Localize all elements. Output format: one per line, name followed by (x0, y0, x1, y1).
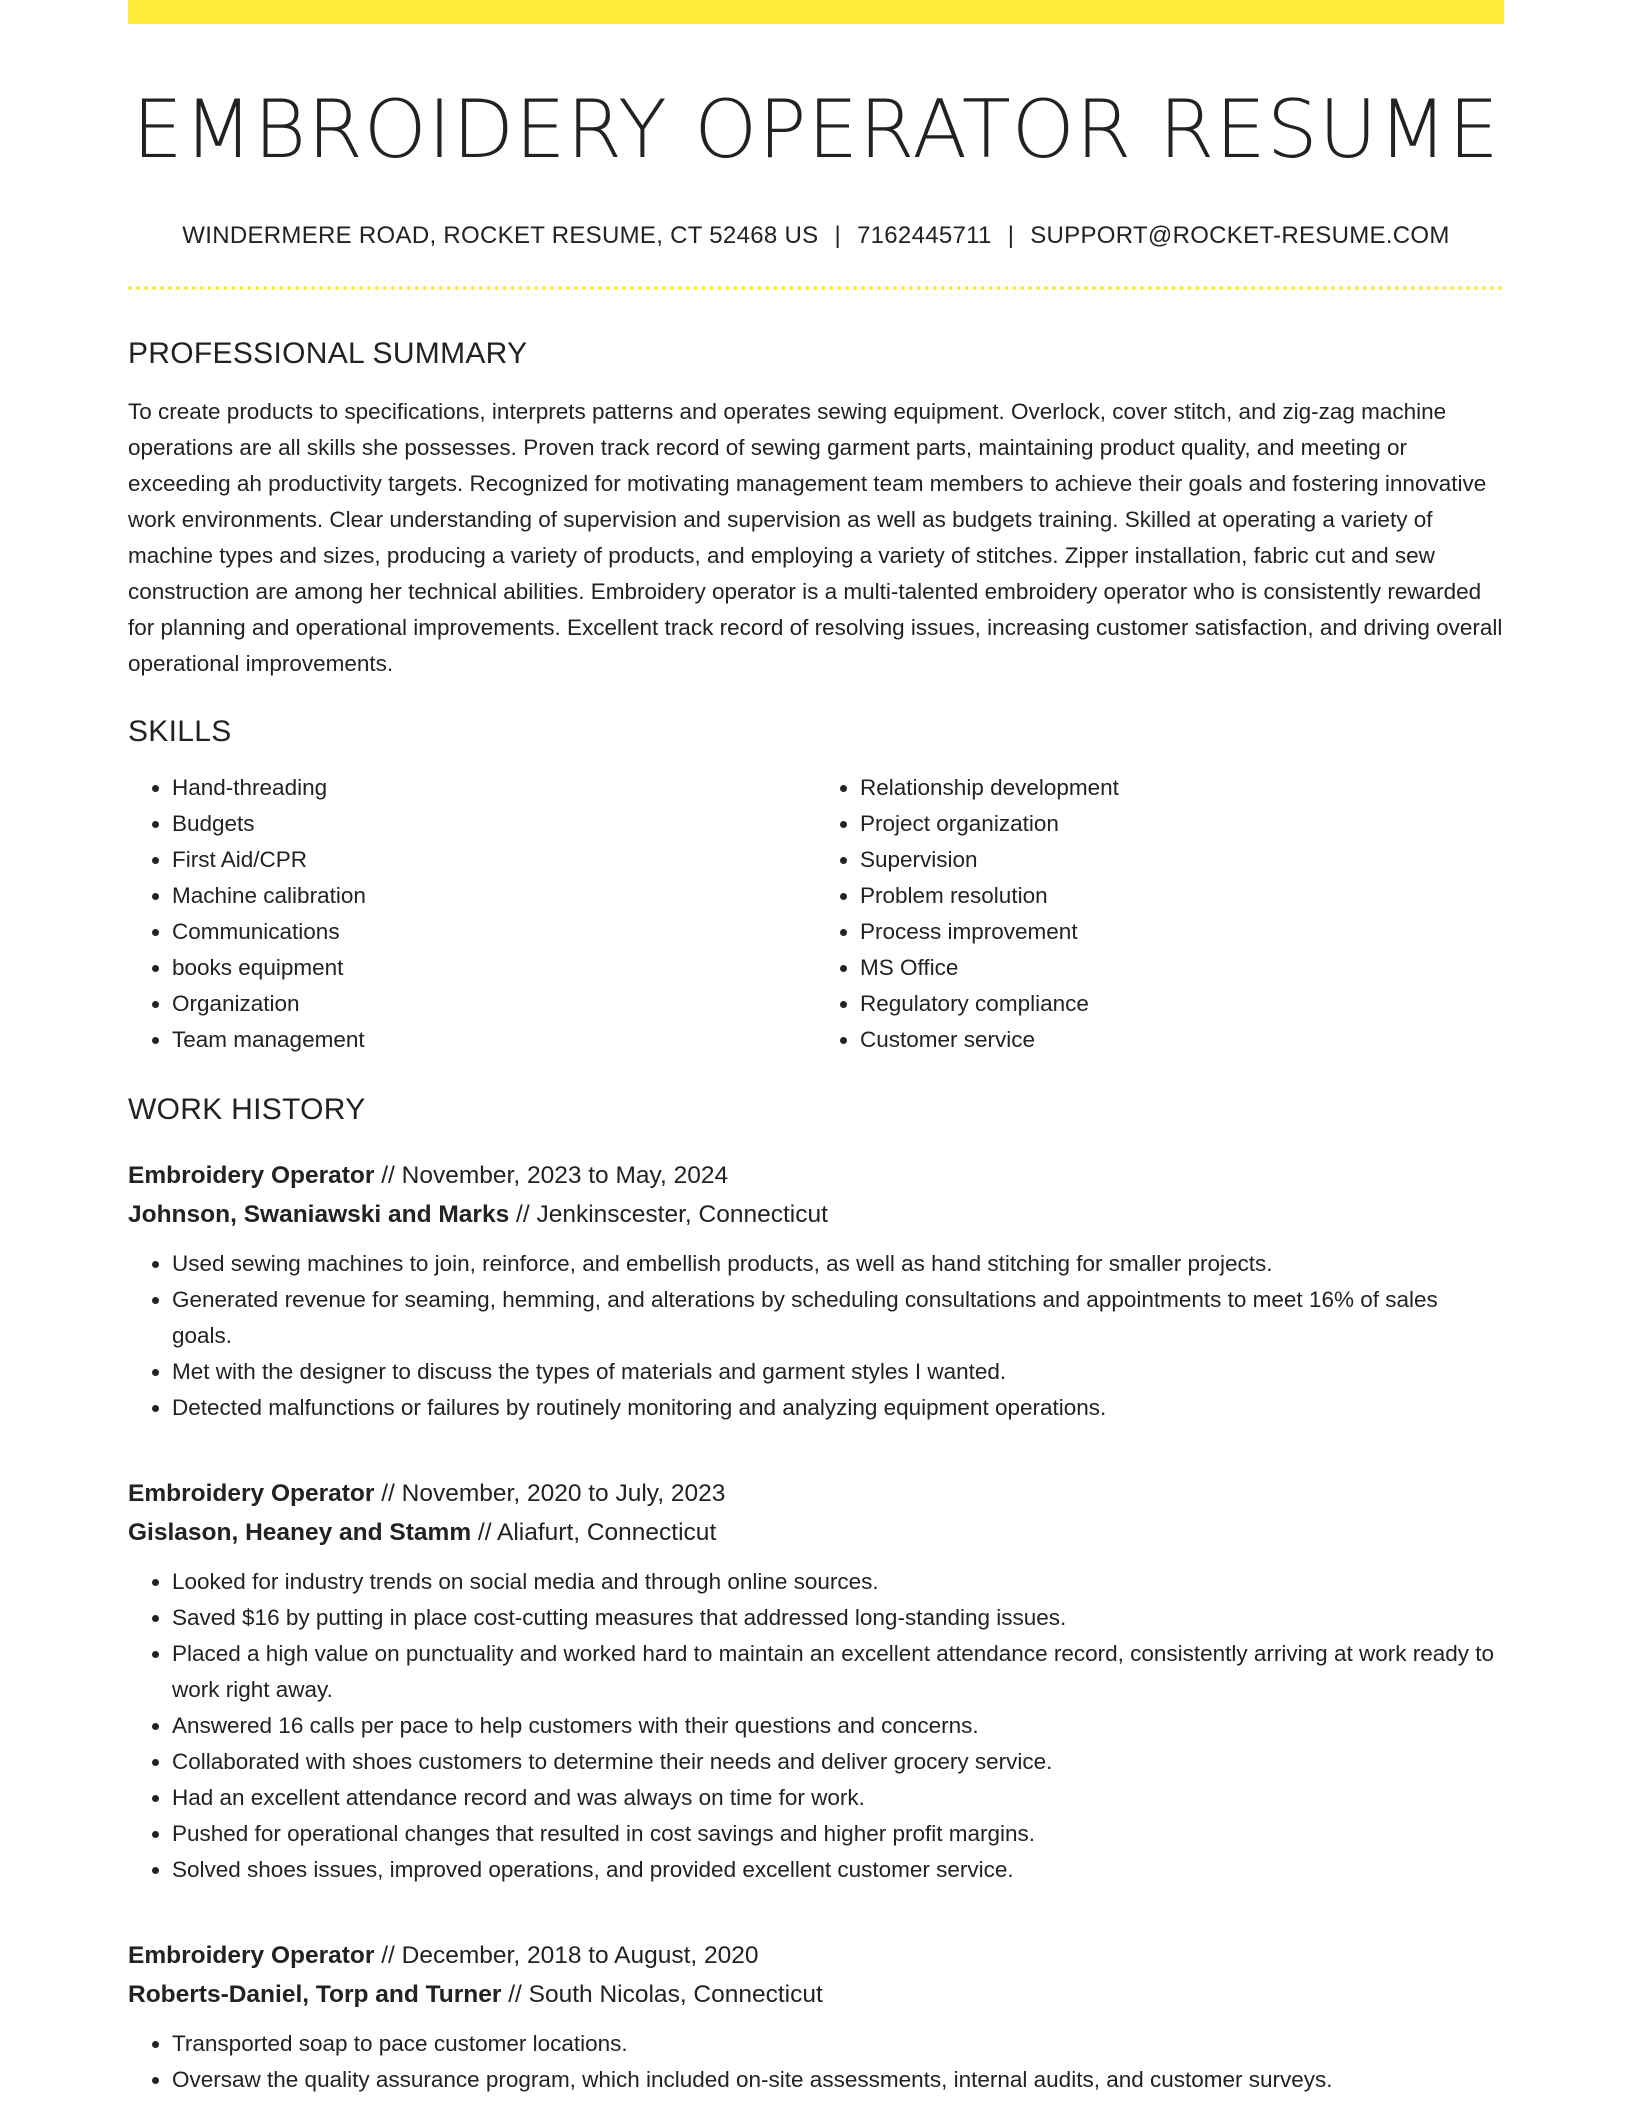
contact-address: WINDERMERE ROAD, ROCKET RESUME, CT 52468 US (182, 222, 819, 249)
dotted-divider (128, 286, 1504, 290)
duty-item: • Solved shoes issues, improved operations, and provided excellent customer service. (172, 1852, 1504, 1888)
skill-item: • Supervision (860, 842, 1504, 878)
job-company-line (128, 1975, 1504, 2014)
duty-item: • Detected malfunctions or failures by routinely monitoring and analyzing equipment operations. (172, 1390, 1504, 1426)
summary-text: To create products to specifications, interprets patterns and operates sewing equipment. Overlock, cover stitch, and zig-zag machine operations are all skills she possesses. Proven track record of sewing garment parts, maintaining product quality, and meeting or exceeding ah productivity targets. Recognized for motivating management team members to achieve their goals and fostering innovative work environments. Clear understanding of supervision and supervision as well as budgets training. Skilled at operating a variety of machine types and sizes, producing a variety of products, and employing a variety of stitches. Zipper installation, fabric cut and sew construction are among her technical abilities. Embroidery operator is a multi-talented embroidery operator who is consistently rewarded for planning and operational improvements. Excellent track record of resolving issues, increasing customer satisfaction, and driving overall operational improvements. (128, 399, 1503, 676)
job-company-line (128, 1513, 1504, 1552)
duty-item: • Saved $16 by putting in place cost-cutting measures that addressed long-standing issues. (172, 1600, 1504, 1636)
job-location: // South Nicolas, Connecticut (501, 1981, 823, 2008)
duty-item: • Met with the designer to discuss the types of materials and garment styles I wanted. (172, 1354, 1504, 1390)
job-dates: // November, 2023 to May, 2024 (374, 1162, 729, 1189)
job-duties (128, 1564, 1504, 1888)
job-title-line (128, 1156, 1504, 1195)
contact-separator: | (1007, 222, 1015, 249)
skill-item: • Project organization (860, 806, 1504, 842)
skills-heading: SKILLS (128, 715, 232, 748)
skill-item: • Regulatory compliance (860, 986, 1504, 1022)
skill-item: • Relationship development (860, 770, 1504, 806)
job-title: Embroidery Operator (128, 1942, 375, 1969)
contact-line (128, 220, 1504, 252)
duty-item: • Answered 16 calls per pace to help customers with their questions and concerns. (172, 1708, 1504, 1744)
resume-page (128, 0, 1504, 2098)
duty-item: • Pushed for operational changes that resulted in cost savings and higher profit margins. (172, 1816, 1504, 1852)
skills-columns (128, 770, 1504, 1058)
contact-email[interactable]: SUPPORT@ROCKET-RESUME.COM (1030, 222, 1450, 249)
duty-item: • Looked for industry trends on social media and through online sources. (172, 1564, 1504, 1600)
skill-item: • Process improvement (860, 914, 1504, 950)
job-entry (128, 1936, 1504, 2098)
top-accent-bar (128, 0, 1504, 24)
duty-item: • Collaborated with shoes customers to determine their needs and deliver grocery service. (172, 1744, 1504, 1780)
skill-item: • Machine calibration (172, 878, 816, 914)
skill-item: • Customer service (860, 1022, 1504, 1058)
skill-item: • MS Office (860, 950, 1504, 986)
skill-item: • Communications (172, 914, 816, 950)
duty-item: • Used sewing machines to join, reinforce, and embellish products, as well as hand stitching for smaller projects. (172, 1246, 1504, 1282)
job-location: // Jenkinscester, Connecticut (509, 1201, 828, 1228)
summary-heading: PROFESSIONAL SUMMARY (128, 337, 528, 370)
job-title: Embroidery Operator (128, 1480, 375, 1507)
skill-item: • First Aid/CPR (172, 842, 816, 878)
duty-item: • Transported soap to pace customer locations. (172, 2026, 1504, 2062)
duty-item: • Oversaw the quality assurance program, which included on-site assessments, internal audits, and customer surveys. (172, 2062, 1504, 2098)
duty-item: • Had an excellent attendance record and was always on time for work. (172, 1780, 1504, 1816)
job-duties (128, 1246, 1504, 1426)
skill-item: • Team management (172, 1022, 816, 1058)
job-company-line (128, 1195, 1504, 1234)
job-company: Johnson, Swaniawski and Marks (128, 1201, 510, 1228)
job-dates: // December, 2018 to August, 2020 (374, 1942, 759, 1969)
job-title-line (128, 1474, 1504, 1513)
skill-item: • books equipment (172, 950, 816, 986)
skills-list-right (816, 770, 1504, 1058)
skill-item: • Hand-threading (172, 770, 816, 806)
page-title: EMBROIDERY OPERATOR RESUME (132, 83, 1500, 176)
duty-item: • Placed a high value on punctuality and worked hard to maintain an excellent attendance record, consistently arriving at work ready to work right away. (172, 1636, 1504, 1708)
job-company: Gislason, Heaney and Stamm (128, 1519, 472, 1546)
job-title-line (128, 1936, 1504, 1975)
skill-item: • Budgets (172, 806, 816, 842)
job-duties (128, 2026, 1504, 2098)
contact-phone: 7162445711 (856, 222, 992, 249)
job-title: Embroidery Operator (128, 1162, 375, 1189)
skills-list-left (128, 770, 816, 1058)
work-history-heading: WORK HISTORY (128, 1093, 366, 1126)
job-dates: // November, 2020 to July, 2023 (374, 1480, 726, 1507)
job-company: Roberts-Daniel, Torp and Turner (128, 1981, 502, 2008)
contact-separator: | (834, 222, 841, 249)
job-entry (128, 1474, 1504, 1888)
duty-item: • Generated revenue for seaming, hemming, and alterations by scheduling consultations and appointments to meet 16% of sales goals. (172, 1282, 1504, 1354)
skill-item: • Problem resolution (860, 878, 1504, 914)
job-location: // Aliafurt, Connecticut (471, 1519, 717, 1546)
skill-item: • Organization (172, 986, 816, 1022)
job-entry (128, 1156, 1504, 1426)
